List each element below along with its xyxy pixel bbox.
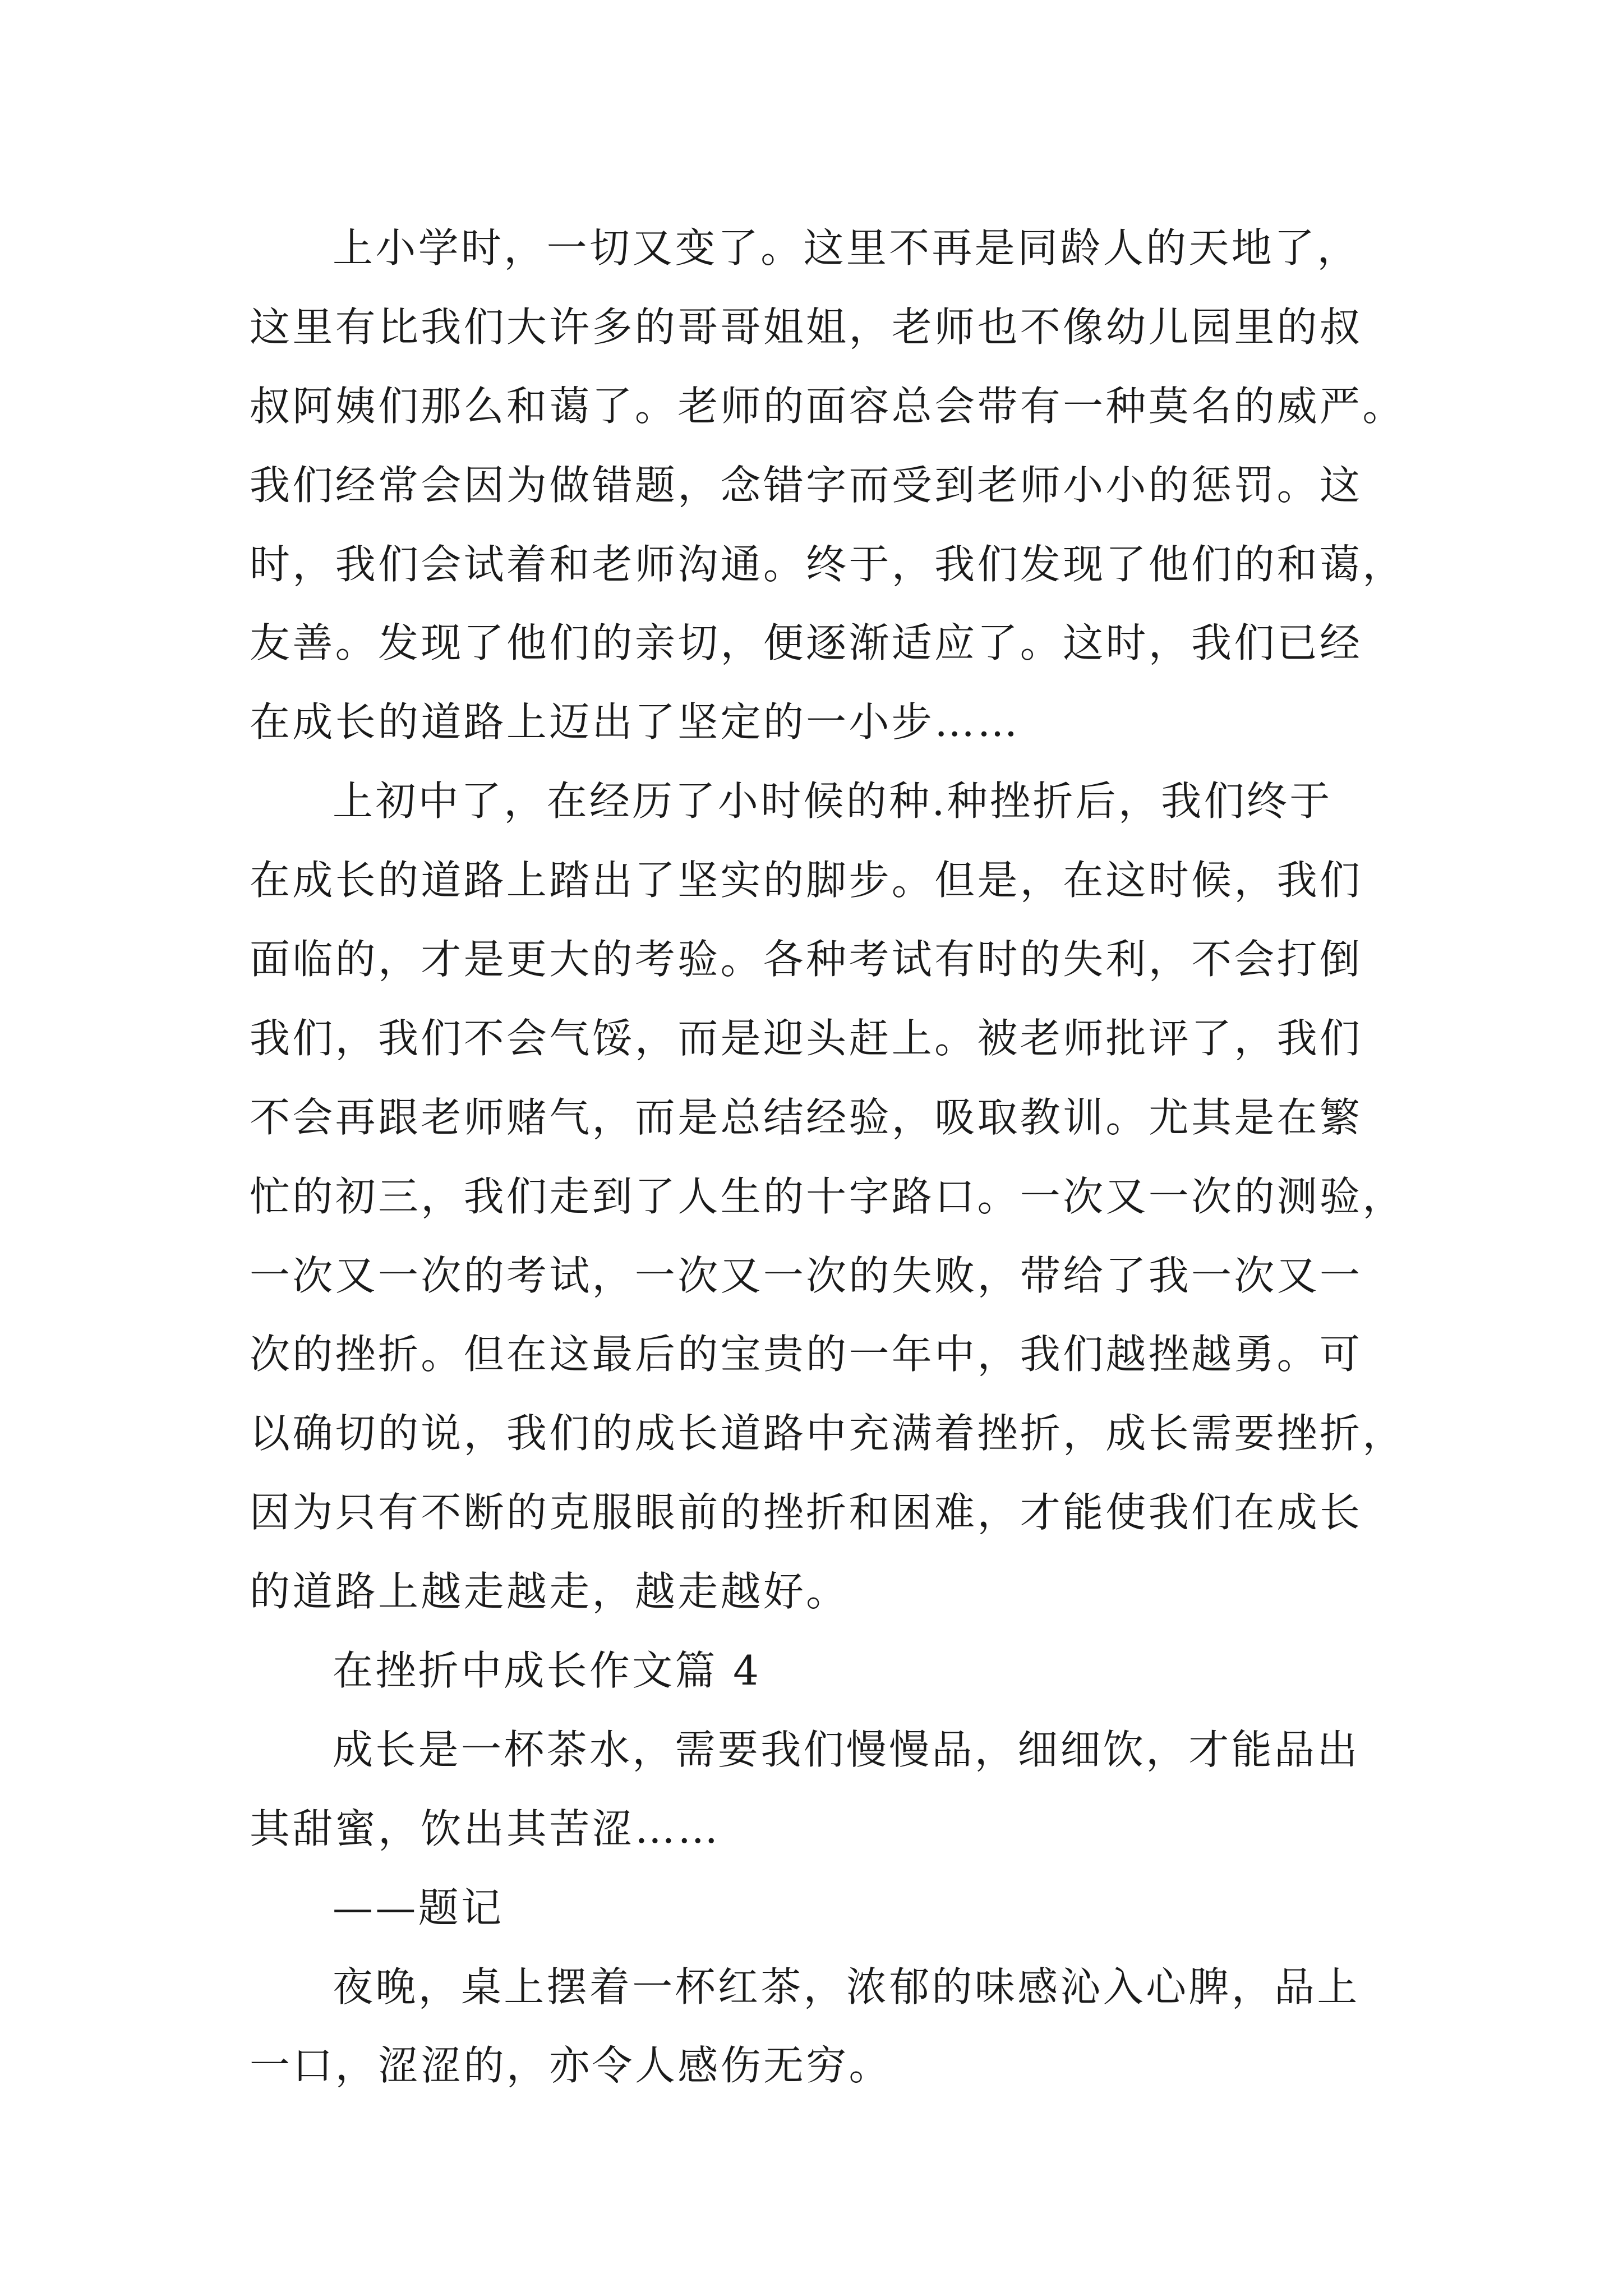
- text-line: 成长是一杯茶水，需要我们慢慢品，细细饮，才能品出: [333, 1726, 1360, 1773]
- text-line: 不会再跟老师赌气，而是总结经验，吸取教训。尤其是在繁: [250, 1093, 1363, 1141]
- text-line: 我们经常会因为做错题，念错字而受到老师小小的惩罚。这: [250, 461, 1363, 509]
- epigraph-attribution: ——题记: [333, 1884, 504, 1931]
- text-line: 我们，我们不会气馁，而是迎头赶上。被老师批评了，我们: [250, 1014, 1363, 1062]
- text-line: 叔阿姨们那么和蔼了。老师的面容总会带有一种莫名的威严。: [250, 382, 1405, 430]
- text-line: 夜晚，桌上摆着一杯红茶，浓郁的味感沁入心脾，品上: [333, 1963, 1360, 2010]
- text-line: 次的挫折。但在这最后的宝贵的一年中，我们越挫越勇。可: [250, 1331, 1363, 1378]
- text-line: 这里有比我们大许多的哥哥姐姐，老师也不像幼儿园里的叔: [250, 303, 1363, 351]
- text-line: 一次又一次的考试，一次又一次的失败，带给了我一次又一: [250, 1251, 1363, 1299]
- text-line: 上小学时，一切又变了。这里不再是同龄人的天地了，: [333, 224, 1360, 272]
- document-body: [250, 209, 1427, 2105]
- text-line: 的道路上越走越走，越走越好。: [250, 1568, 849, 1616]
- text-line: 友善。发现了他们的亲切，便逐渐适应了。这时，我们已经: [250, 619, 1363, 667]
- text-line: 以确切的说，我们的成长道路中充满着挫折，成长需要挫折，: [250, 1410, 1405, 1457]
- text-line: 在成长的道路上踏出了坚实的脚步。但是，在这时候，我们: [250, 857, 1363, 904]
- text-line: 其甜蜜，饮出其苦涩……: [250, 1805, 721, 1852]
- text-line: 因为只有不断的克服眼前的挫折和困难，才能使我们在成长: [250, 1489, 1363, 1536]
- section-heading: 在挫折中成长作文篇 4: [333, 1647, 762, 1695]
- text-line: 在成长的道路上迈出了坚定的一小步……: [250, 698, 1020, 746]
- text-line: 忙的初三，我们走到了人生的十字路口。一次又一次的测验，: [250, 1172, 1405, 1220]
- text-line: 面临的，才是更大的考验。各种考试有时的失利，不会打倒: [250, 936, 1363, 983]
- text-line: 时，我们会试着和老师沟通。终于，我们发现了他们的和蔼，: [250, 540, 1405, 588]
- text-line: 一口，涩涩的，亦令人感伤无穷。: [250, 2042, 892, 2090]
- text-line: 上初中了，在经历了小时候的种.种挫折后，我们终于: [333, 777, 1332, 825]
